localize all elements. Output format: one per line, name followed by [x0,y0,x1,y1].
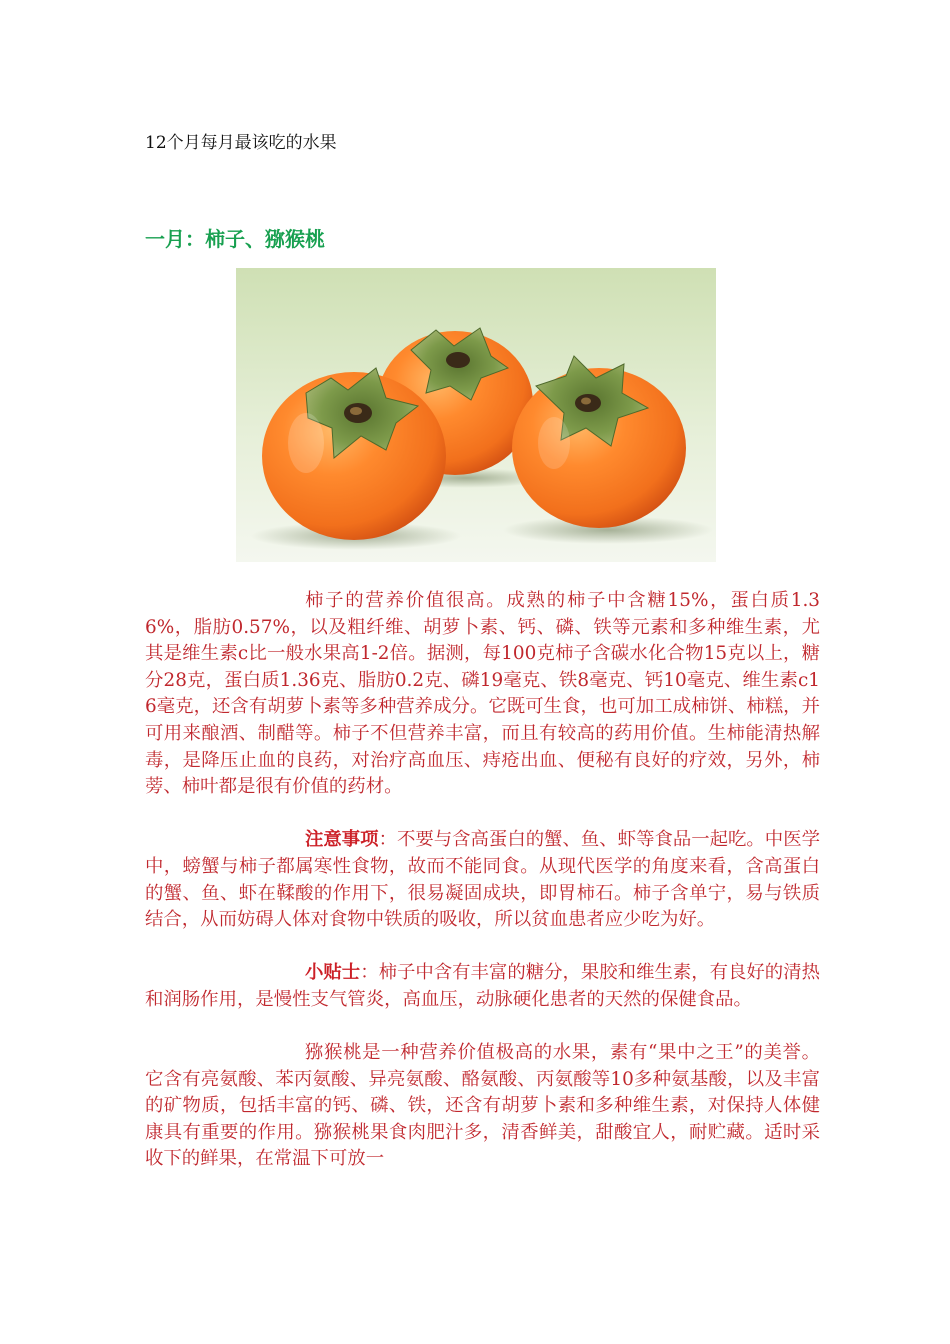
tips-text: ：柿子中含有丰富的糖分，果胶和维生素，有良好的清热和润肠作用，是慢性支气管炎，高血压，动脉硬化患者的天然的保健食品。 [145,962,820,1010]
paragraph-persimmon-nutrition: 柿子的营养价值很高。成熟的柿子中含糖15%，蛋白质1.36%，脂肪0.57%，以及粗纤维、胡萝卜素、钙、磷、铁等元素和多种维生素，尤其是维生素c比一般水果高1-2倍。据测，每100克柿子含碳水化合物15克以上，糖分28克，蛋白质1.36克、脂肪0.2克、磷19毫克、铁8毫克、钙10毫克、维生素c16毫克，还含有胡萝卜素等多种营养成分。它既可生食，也可加工成柿饼、柿糕，并可用来酿酒、制醋等。柿子不但营养丰富，而且有较高的药用价值。生柿能清热解毒，是降压止血的良药，对治疗高血压、痔疮出血、便秘有良好的疗效，另外，柿蒡、柿叶都是很有价值的药材。 [145,590,820,798]
precautions-text: ：不要与含高蛋白的蟹、鱼、虾等食品一起吃。中医学中，螃蟹与柿子都属寒性食物，故而不能同食。从现代医学的角度来看，含高蛋白的蟹、鱼、虾在鞣酸的作用下，很易凝固成块，即胃柿石。柿子含单宁，易与铁质结合，从而妨碍人体对食物中铁质的吸收，所以贫血患者应少吃为好。 [145,829,820,931]
precautions-label: 注意事项 [305,829,379,851]
paragraph-tips [145,960,820,1013]
tips-label: 小贴士 [305,962,361,984]
document-title: 12个月每月最该吃的水果 [145,133,337,153]
article-body [145,588,820,1200]
month-heading: 一月：柿子、猕猴桃 [145,227,325,251]
persimmons-photo [236,268,716,562]
paragraph-kiwi: 猕猴桃是一种营养价值极高的水果，素有“果中之王”的美誉。它含有亮氨酸、苯丙氨酸、异亮氨酸、酪氨酸、丙氨酸等10多种氨基酸，以及丰富的矿物质，包括丰富的钙、磷、铁，还含有胡萝卜素和多种维生素，对保持人体健康具有重要的作用。猕猴桃果食肉肥汁多，清香鲜美，甜酸宜人，耐贮藏。适时采收下的鲜果，在常温下可放一 [145,1042,820,1170]
paragraph-precautions [145,827,820,933]
